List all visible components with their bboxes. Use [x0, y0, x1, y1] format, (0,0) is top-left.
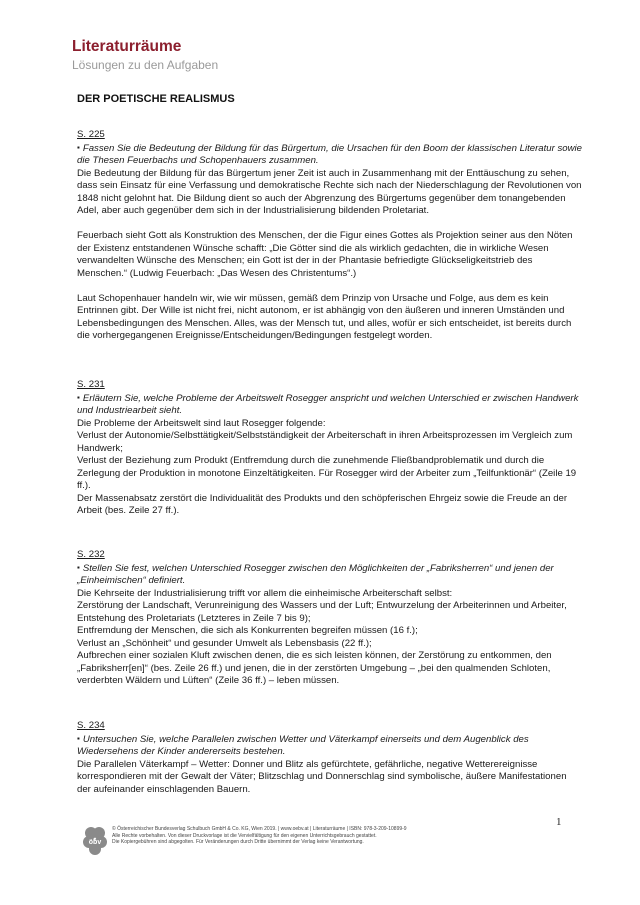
answer-line: Zerstörung der Landschaft, Verunreinigung des Wassers und der Luft; Entwurzelung der Arbeiterinnen und Arbeiter, Entstehung des Proletariats (Letzteres in Zeile 7 bis 9);: [77, 600, 567, 624]
bullet-icon: ▪: [77, 733, 80, 743]
answer-line: Der Massenabsatz zerstört die Individualität des Produkts und den schöpferischen Ehrgeiz sowie die Freude an der Arbeit (bes. Zeile 27 ff.).: [77, 492, 568, 516]
footer-line: Alle Rechte vorbehalten. Von dieser Druckvorlage ist die Vervielfältigung für den eigenen Unterrichtsgebrauch gestattet.: [112, 832, 377, 839]
task-prompt: [77, 562, 582, 588]
answer-line: Die Probleme der Arbeitswelt sind laut Rosegger folgende:: [77, 417, 326, 429]
task-prompt: [77, 142, 582, 168]
section-s225: [77, 129, 582, 343]
footer-line: © Österreichischer Bundesverlag Schulbuch GmbH & Co. KG, Wien 2019. | www.oebv.at | Literaturräume | ISBN: 978-3-209-10899-9: [112, 826, 407, 832]
bullet-icon: ▪: [77, 392, 80, 402]
bullet-icon: ▪: [77, 562, 80, 572]
page-number: 1: [556, 816, 562, 828]
task-text: Untersuchen Sie, welche Parallelen zwischen Wetter und Väterkampf einerseits und dem Augenblick des Wiedersehens der Kinder andererseits bestehen.: [77, 733, 529, 757]
answer-line: Aufbrechen einer sozialen Kluft zwischen denen, die es sich leisten können, der Zerstörung zu entkommen, den „Fabriksherr[en]“ (bes. Zeile 26 ff.) und jenen, die in der zerstörten Umgebung – „bei den qualmenden Schloten, verderbten Wäldern und Lüften“ (Zeile 36 ff.) – leben müssen.: [77, 650, 552, 686]
answer-paragraph: Die Bedeutung der Bildung für das Bürgertum jener Zeit ist auch in Zusammenhang mit der Enttäuschung zu sehen, dass sein Einsatz für eine Verfassung und demokratische Rechte sich nach der Niederschlagung der Revolutionen von 1848 nicht gelohnt hat. Die Bildung dient so auch der Abgrenzung des Bürgertums gegenüber dem tonangebenden Adel, aber auch gegenüber dem sich in der Industrialisierung bildenden Proletariat.: [77, 167, 582, 216]
publisher-logo-icon: [82, 826, 108, 856]
section-page-ref: S. 231: [77, 379, 105, 390]
section-s231: [77, 379, 582, 518]
task-prompt: [77, 392, 582, 418]
task-text: Stellen Sie fest, welchen Unterschied Rosegger zwischen den Möglichkeiten der „Fabriksherren“ und jenen der „Einheimischen“ definiert.: [77, 562, 554, 586]
task-prompt: [77, 733, 582, 759]
section-s232: [77, 549, 582, 688]
answer-line: Verlust der Beziehung zum Produkt (Entfremdung durch die zunehmende Fließbandproblematik und durch die Zerlegung der Produktion in monotone Einzeltätigkeiten. Für Rosegger wird der Arbeiter zum „Teilfunktionär“ (Zeile 19 ff.).: [77, 455, 577, 491]
answer-paragraph: Laut Schopenhauer handeln wir, wie wir müssen, gemäß dem Prinzip von Ursache und Folge, aus dem es kein Entrinnen gibt. Der Wille ist nicht frei, nicht autonom, er ist abhängig von den äußeren und inneren Umständen und Lebensbedingungen des Menschen. Alles, was der Mensch tut, und alles, wofür er sich entscheidet, ist bereits durch die vorhergegangenen Ereignisse/Entscheidungen/Bedingungen festgelegt worden.: [77, 292, 572, 341]
answer-line: Verlust der Autonomie/Selbsttätigkeit/Selbstständigkeit der Arbeiterschaft in ihren Arbeitsprozessen im Vergleich zum Handwerk;: [77, 430, 573, 454]
answer-line: Die Parallelen Väterkampf – Wetter: Donner und Blitz als gefürchtete, gefährliche, negative Wetterereignisse korrespondieren mit der Gewalt der Väter; Blitzschlag und Donnerschlag sind symbolische, äußere Manifestationen der aufeinander einschlagenden Bauern.: [77, 758, 567, 795]
brand-title: Literaturräume: [72, 38, 182, 55]
document-title: DER POETISCHE REALISMUS: [77, 93, 235, 105]
logo-text: öbv: [88, 839, 102, 846]
answer-line: Die Kehrseite der Industrialisierung trifft vor allem die einheimische Arbeiterschaft selbst:: [77, 587, 453, 599]
section-s234: [77, 720, 582, 796]
task-text: Erläutern Sie, welche Probleme der Arbeitswelt Rosegger anspricht und welchen Unterschied er zwischen Handwerk und Industriearbeit sieht.: [77, 392, 579, 416]
footer-line: Die Kopiergebühren sind abgegolten. Für Veränderungen durch Dritte übernimmt der Verlag keine Verantwortung.: [112, 839, 364, 846]
task-text: Fassen Sie die Bedeutung der Bildung für das Bürgertum, die Ursachen für den Boom der klassischen Literatur sowie die Thesen Feuerbachs und Schopenhauers zusammen.: [77, 142, 582, 166]
bullet-icon: ▪: [77, 142, 80, 152]
section-page-ref: S. 225: [77, 129, 105, 140]
answer-line: Entfremdung der Menschen, die sich als Konkurrenten begreifen müssen (16 f.);: [77, 625, 418, 636]
section-page-ref: S. 232: [77, 549, 105, 560]
answer-paragraph: Feuerbach sieht Gott als Konstruktion des Menschen, der die Figur eines Gottes als Projektion seiner aus den Nöten der Existenz entstandenen Wünsche schafft: „Die Götter sind die als wirklich gedachten, die in wirkliche Wesen verwandelten Wünsche des Menschen; ein Gott ist der in der Phantasie befriedigte Glückseligkeitstrieb des Menschen.“ (Ludwig Feuerbach: „Das Wesen des Christentums“.): [77, 230, 573, 279]
answer-line: Verlust an „Schönheit“ und gesunder Umwelt als Lebensbasis (22 ff.);: [77, 637, 372, 649]
section-page-ref: S. 234: [77, 720, 105, 731]
brand-subtitle: Lösungen zu den Aufgaben: [72, 58, 219, 72]
footer-copyright: [112, 826, 532, 846]
